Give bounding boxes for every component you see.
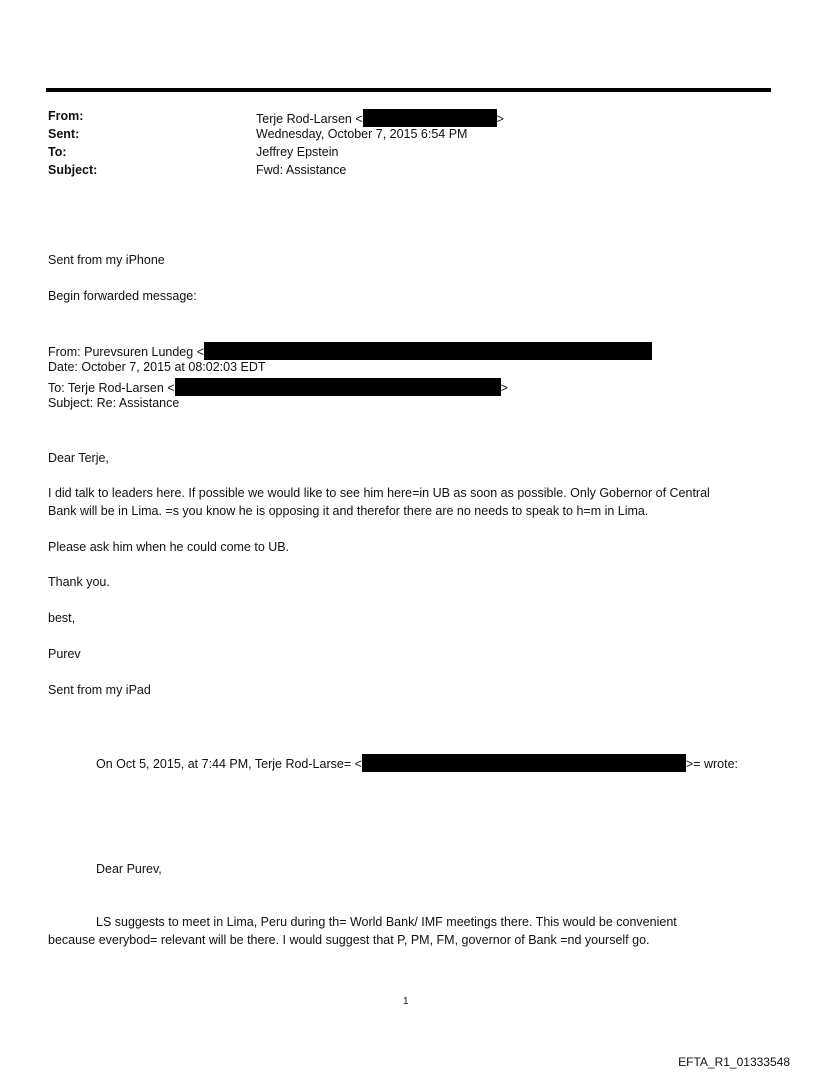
- greeting: Dear Terje,: [48, 451, 109, 465]
- sent-from-iphone: Sent from my iPhone: [48, 253, 165, 267]
- begin-forwarded: Begin forwarded message:: [48, 289, 197, 303]
- sent-label: Sent:: [48, 127, 80, 141]
- subject-value: Fwd: Assistance: [256, 163, 347, 177]
- fwd-from-text: From: Purevsuren Lundeg <: [48, 345, 204, 359]
- fwd-to-text: To: Terje Rod-Larsen <: [48, 381, 175, 395]
- best: best,: [48, 611, 76, 625]
- signature: Purev: [48, 647, 81, 661]
- header-rule: [46, 88, 771, 92]
- bates-number: EFTA_R1_01333548: [678, 1055, 790, 1069]
- to-label: To:: [48, 145, 67, 159]
- quote-intro-end: >= wrote:: [685, 757, 739, 771]
- fwd-from: [48, 342, 652, 360]
- subject-label: Subject:: [48, 163, 98, 177]
- quote-line2: because everybod= relevant will be there. I would suggest that P, PM, FM, governor of Bank =nd yourself go.: [48, 933, 650, 947]
- quote-greeting: Dear Purev,: [96, 862, 162, 876]
- redaction-box: [175, 378, 501, 396]
- thanks: Thank you.: [48, 575, 110, 589]
- para1-line2: Bank will be in Lima. =s you know he is opposing it and therefor there are no needs to speak to h=m in Lima.: [48, 504, 649, 518]
- to-value: Jeffrey Epstein: [256, 145, 339, 159]
- from-close: >: [496, 112, 504, 126]
- from-value: [256, 109, 504, 127]
- page-number: 1: [403, 996, 409, 1007]
- redaction-box: [363, 109, 497, 127]
- from-name: Terje Rod-Larsen <: [256, 112, 363, 126]
- quote-line1: LS suggests to meet in Lima, Peru during th= World Bank/ IMF meetings there. This would be convenient: [96, 915, 677, 929]
- para1-line1: I did talk to leaders here. If possible we would like to see him here=in UB as soon as possible. Only Gobernor of Central: [48, 486, 710, 500]
- para2: Please ask him when he could come to UB.: [48, 540, 290, 554]
- sent-value: Wednesday, October 7, 2015 6:54 PM: [256, 127, 468, 141]
- fwd-to: [48, 378, 508, 396]
- fwd-subject: Subject: Re: Assistance: [48, 396, 180, 410]
- redaction-box: [204, 342, 652, 360]
- redaction-box: [362, 754, 686, 772]
- quote-intro: [96, 754, 738, 772]
- fwd-date: Date: October 7, 2015 at 08:02:03 EDT: [48, 360, 266, 374]
- quote-intro-start: On Oct 5, 2015, at 7:44 PM, Terje Rod-Larse= <: [96, 757, 362, 771]
- fwd-to-close: >: [500, 381, 508, 395]
- from-label: From:: [48, 109, 84, 123]
- sent-from-ipad: Sent from my iPad: [48, 683, 151, 697]
